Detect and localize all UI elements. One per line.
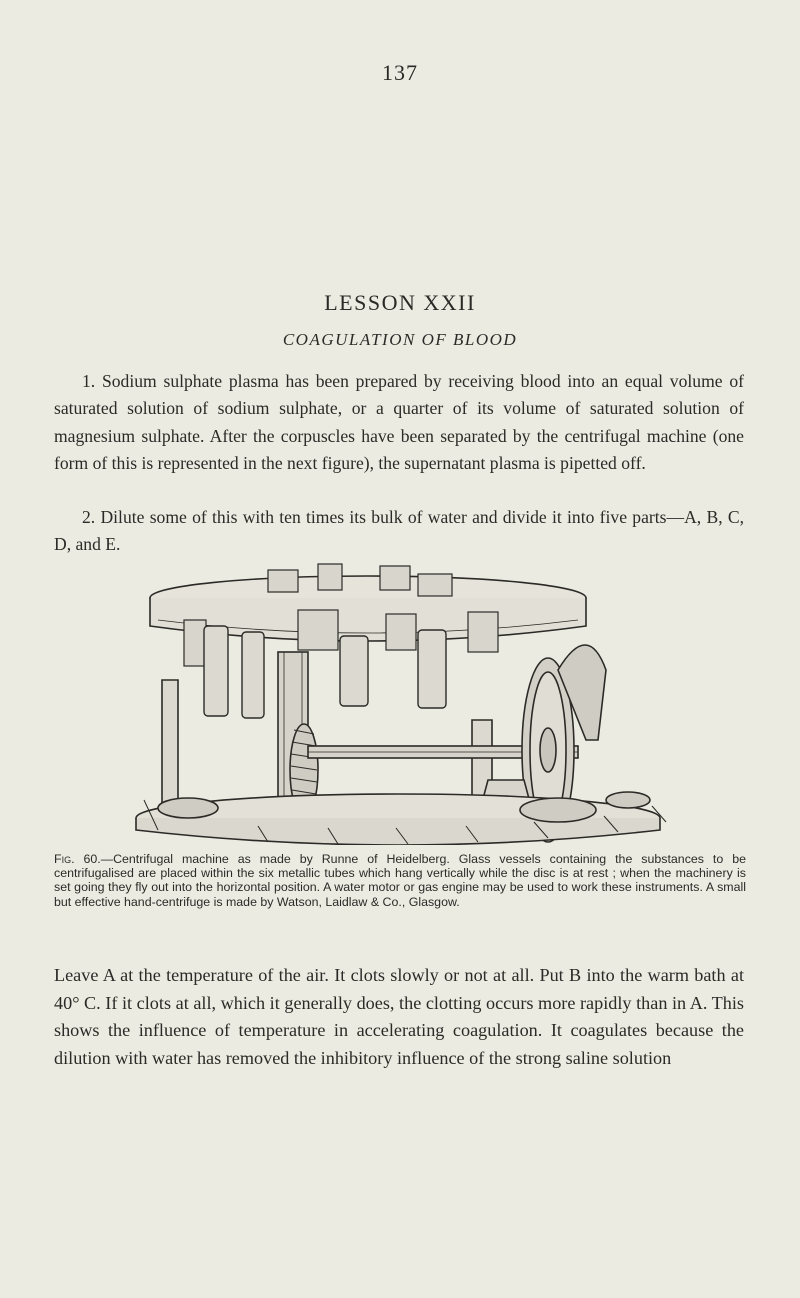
paragraph-1: 1. Sodium sulphate plasma has been prepared by receiving blood into an equal volume of saturated solution of sodium sulphate, or a quarter of its volume of saturated solution of magnesium sulphate. After the corpuscles have been separated by the centrifugal machine (one form of this is represented in the next figure), the supernatant plasma is pipetted off.: [54, 371, 744, 474]
lesson-subtitle: COAGULATION OF BLOOD: [282, 330, 518, 349]
lesson-title: LESSON XXII: [324, 290, 476, 315]
page-number: 137: [382, 60, 418, 85]
centrifuge-illustration: [118, 560, 688, 845]
figure-caption-text: —Centrifugal machine as made by Runne of Heidelberg. Glass vessels containing the substances to be centrifugalised are placed within the six metallic tubes which hang vertically while the disc is at rest ; when the machinery is set going they fly out into the horizontal position. A water motor or gas engine may be used to work these instruments. A small but effective hand-centrifuge is made by Watson, Laidlaw & Co., Glasgow.: [54, 852, 746, 909]
paragraph-3: Leave A at the temperature of the air. It clots slowly or not at all. Put B into the warm bath at 40° C. If it clots at all, which it generally does, the clotting occurs more rapidly than in A. This shows the influence of temperature in accelerating coagulation. It coagulates because the dilution with water has removed the inhibitory influence of the strong saline solution: [54, 965, 744, 1068]
figure-label: Fig. 60.: [54, 852, 101, 866]
paragraph-2: 2. Dilute some of this with ten times its bulk of water and divide it into five parts—A, B, C, D, and E.: [54, 507, 744, 555]
figure-caption: [54, 852, 746, 909]
